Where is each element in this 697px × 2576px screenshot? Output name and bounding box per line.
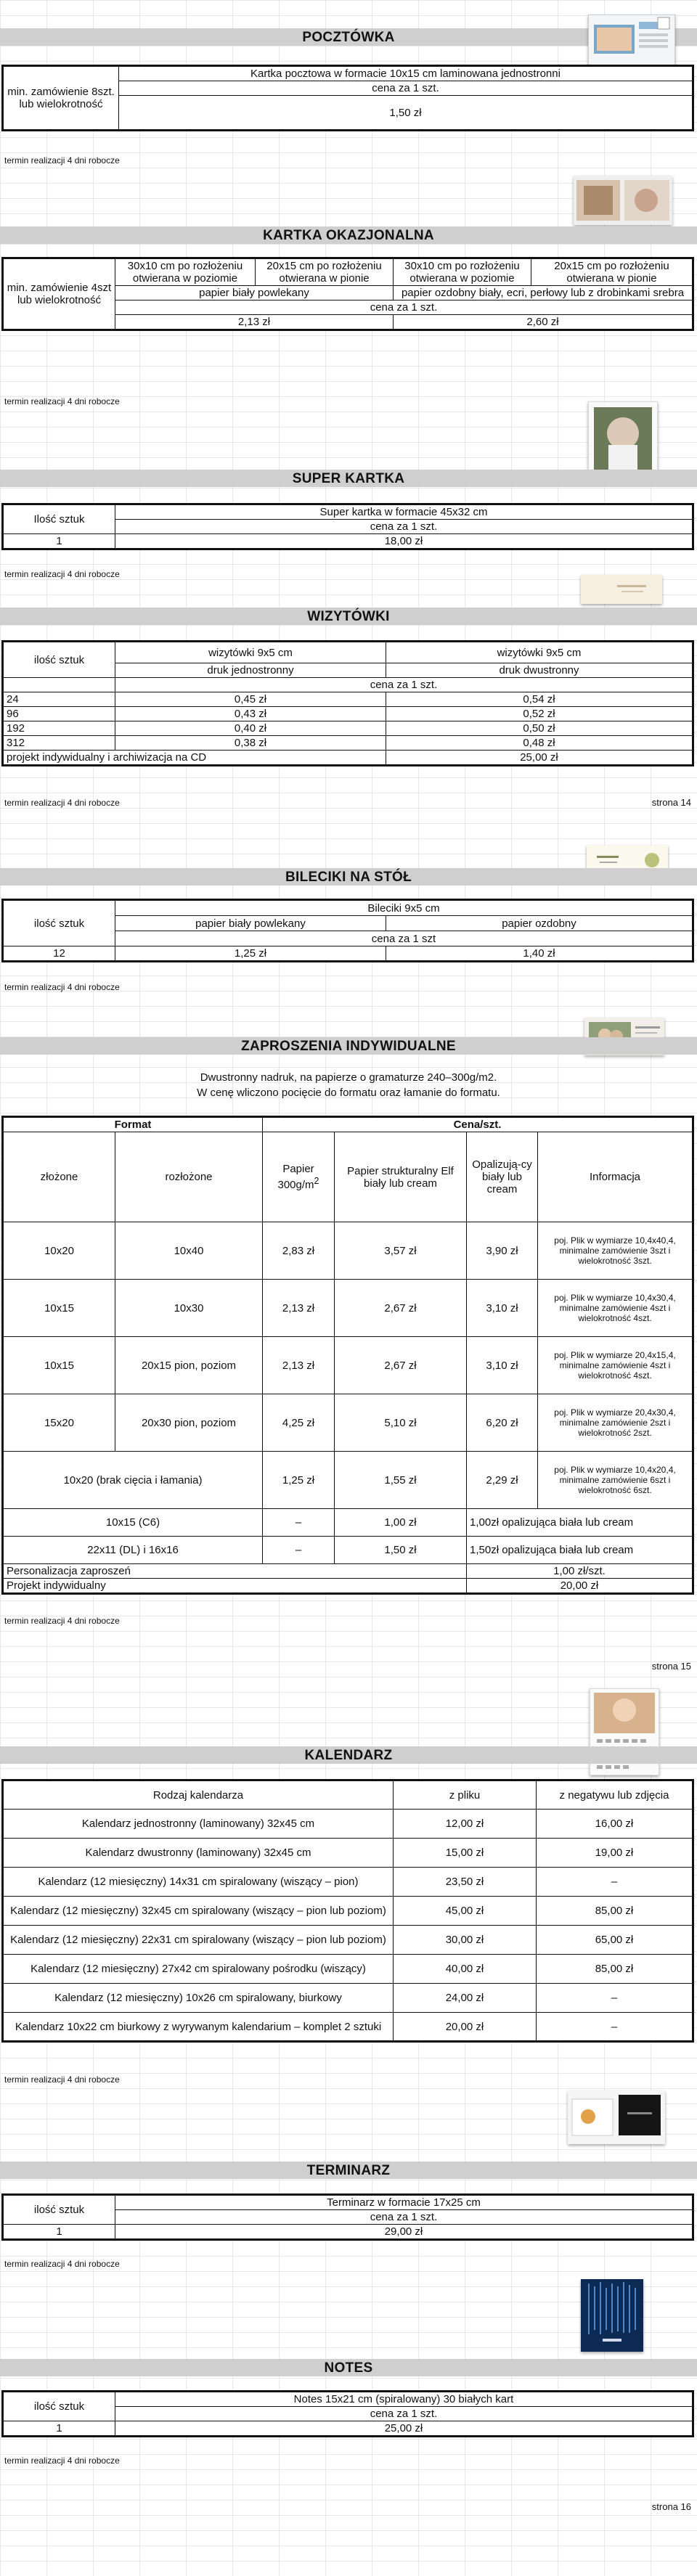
table-cards-table [1, 899, 694, 962]
price-file: 30,00 zł [394, 1926, 537, 1955]
qty-label: ilość sztuk [3, 2195, 115, 2225]
price-cell: 25,00 zł [115, 2421, 693, 2437]
price-opal: 1,50zł opalizująca biała lub cream [467, 1537, 693, 1564]
page-number: strona 14 [651, 797, 691, 808]
table-row [3, 1955, 693, 1984]
price-elf: 2,67 zł [335, 1280, 467, 1337]
info: poj. Plik w wymiarze 10,4x30,4, minimalne zamówienie 4szt i wielokrotność 4szt. [538, 1280, 693, 1337]
calendar-type: Kalendarz dwustronny (laminowany) 32x45 cm [3, 1839, 394, 1868]
table-row [3, 1897, 693, 1926]
price-b: 0,54 zł [386, 692, 693, 707]
paper-type-a: papier biały powlekany [115, 286, 394, 300]
unit-label: cena za 1 szt. [115, 2407, 693, 2421]
col-a-title: wizytówki 9x5 cm [115, 642, 386, 663]
price-negative: – [537, 2013, 693, 2042]
price-negative: 16,00 zł [537, 1810, 693, 1839]
calendar-type: Kalendarz (12 miesięczny) 32x45 cm spiralowany (wiszący – pion lub poziom) [3, 1897, 394, 1926]
price-cell: 18,00 zł [115, 534, 693, 549]
header-unfolded: rozłożone [115, 1132, 263, 1222]
unfolded: 10x30 [115, 1280, 263, 1337]
header-type: Rodzaj kalendarza [3, 1780, 394, 1810]
paper-type-b: papier ozdobny biały, ecri, perłowy lub z drobinkami srebra [394, 286, 693, 300]
price-elf: 2,67 zł [335, 1337, 467, 1394]
qty-label: Ilość sztuk [3, 504, 115, 534]
page-number: strona 16 [651, 2501, 691, 2512]
price-file: 12,00 zł [394, 1810, 537, 1839]
unfolded: 10x40 [115, 1222, 263, 1280]
lead-time-note: termin realizacji 4 dni robocze [4, 155, 120, 165]
price-b: 2,60 zł [394, 315, 693, 330]
section-title-occasional: KARTKA OKAZJONALNA [263, 228, 434, 243]
occasional-table [1, 257, 694, 331]
price-negative: – [537, 1868, 693, 1897]
price-b: 0,48 zł [386, 736, 693, 751]
invitations-table [1, 1116, 694, 1595]
price-a: 0,38 zł [115, 736, 386, 751]
business-card-thumbnail [581, 575, 662, 604]
format-3: 30x10 cm po rozłożeniu otwierana w poziomie [394, 258, 531, 286]
table-row [3, 1222, 693, 1280]
col-b-sub: druk dwustronny [386, 663, 693, 678]
lead-time-note: termin realizacji 4 dni robocze [4, 982, 120, 992]
info: poj. Plik w wymiarze 20,4x15,4, minimalne zamówienie 4szt i wielokrotność 4szt. [538, 1337, 693, 1394]
notebook-thumbnail [581, 2279, 643, 2352]
price-a: 0,45 zł [115, 692, 386, 707]
table-row [3, 1280, 693, 1337]
price-b: 0,50 zł [386, 721, 693, 736]
price-negative: 85,00 zł [537, 1955, 693, 1984]
price-b: 1,40 zł [386, 946, 693, 962]
section-title-postcard: POCZTÓWKA [302, 30, 395, 45]
calendar-type: Kalendarz 10x22 cm biurkowy z wyrywanym kalendarium – komplet 2 sztuki [3, 2013, 394, 2042]
section-title-invitations: ZAPROSZENIA INDYWIDUALNE [241, 1039, 456, 1054]
info: poj. Plik w wymiarze 10,4x20,4, minimalne zamówienie 6szt i wielokrotność 6szt. [538, 1452, 693, 1509]
header-paper-sup: 2 [314, 1176, 319, 1186]
table-row [3, 1394, 693, 1452]
section-title-calendar: KALENDARZ [304, 1748, 393, 1763]
folded: 10x20 (brak cięcia i łamania) [3, 1452, 263, 1509]
info: poj. Plik w wymiarze 20,4x30,4, minimalne zamówienie 2szt i wielokrotność 2szt. [538, 1394, 693, 1452]
personalization-label: Personalizacja zaproszeń [3, 1564, 467, 1579]
table-row [3, 1537, 693, 1564]
price-a: 0,43 zł [115, 707, 386, 721]
lead-time-note: termin realizacji 4 dni robocze [4, 2456, 120, 2466]
paper-type-b: papier ozdobny [386, 916, 693, 931]
price-elf: 1,50 zł [335, 1537, 467, 1564]
min-order-label: min. zamówienie 4szt lub wielokrotność [3, 258, 115, 330]
planner-table [1, 2193, 694, 2241]
unit-label: cena za 1 szt. [115, 520, 693, 534]
table-row [3, 1337, 693, 1394]
lead-time-note: termin realizacji 4 dni robocze [4, 798, 120, 808]
price-opal: 6,20 zł [467, 1394, 538, 1452]
table-row [3, 1984, 693, 2013]
header-folded: złożone [3, 1132, 115, 1222]
super-card-table [1, 503, 694, 550]
header-opal: Opalizują-cy biały lub cream [467, 1132, 538, 1222]
col-b-title: wizytówki 9x5 cm [386, 642, 693, 663]
qty: 96 [3, 707, 115, 721]
lead-time-note: termin realizacji 4 dni robocze [4, 2074, 120, 2085]
envelope-format: 10x15 (C6) [3, 1509, 263, 1537]
calendar-type: Kalendarz (12 miesięczny) 14x31 cm spiralowany (wiszący – pion) [3, 1868, 394, 1897]
header-info: Informacja [538, 1132, 693, 1222]
occasional-card-thumbnail [574, 176, 672, 225]
qty-value: 1 [3, 2421, 115, 2437]
table-row [3, 1810, 693, 1839]
table-row [3, 736, 693, 751]
envelope-format: 22x11 (DL) i 16x16 [3, 1537, 263, 1564]
price-negative: 19,00 zł [537, 1839, 693, 1868]
price-file: 40,00 zł [394, 1955, 537, 1984]
table-row [3, 1452, 693, 1509]
price-elf: 5,10 zł [335, 1394, 467, 1452]
page-number: strona 15 [651, 1661, 691, 1672]
super-card-thumbnail [588, 401, 658, 478]
qty-value: 12 [3, 946, 115, 962]
header-price: Cena/szt. [263, 1117, 693, 1132]
personalization-price: 1,00 zł/szt. [467, 1564, 693, 1579]
unit-label: cena za 1 szt. [119, 81, 693, 96]
price-a: 0,40 zł [115, 721, 386, 736]
folded: 10x15 [3, 1337, 115, 1394]
project-price: 20,00 zł [467, 1579, 693, 1594]
folded: 10x15 [3, 1280, 115, 1337]
notes-table [1, 2390, 694, 2437]
unfolded: 20x15 pion, poziom [115, 1337, 263, 1394]
price-a: 2,13 zł [115, 315, 394, 330]
price-paper: – [263, 1537, 335, 1564]
header-paper-label: Papier 300g/m [277, 1163, 314, 1191]
price-negative: 65,00 zł [537, 1926, 693, 1955]
table-row [3, 707, 693, 721]
price-paper: 1,25 zł [263, 1452, 335, 1509]
price-opal: 3,10 zł [467, 1280, 538, 1337]
postcard-thumbnail [588, 15, 675, 67]
qty-label: ilość sztuk [3, 900, 115, 946]
table-row [3, 1839, 693, 1868]
header-negative: z negatywu lub zdjęcia [537, 1780, 693, 1810]
unit-label: cena za 1 szt. [115, 300, 693, 315]
price-paper: – [263, 1509, 335, 1537]
calendar-type: Kalendarz (12 miesięczny) 27x42 cm spiralowany pośrodku (wiszący) [3, 1955, 394, 1984]
table-row [3, 1509, 693, 1537]
section-title-super: SUPER KARTKA [292, 471, 405, 486]
project-label: Projekt indywidualny [3, 1579, 467, 1594]
unit-label: cena za 1 szt. [115, 2210, 693, 2225]
section-title-table-cards: BILECIKI NA STÓŁ [285, 870, 412, 885]
business-cards-table [1, 640, 694, 766]
qty-value: 1 [3, 2225, 115, 2240]
format-1: 30x10 cm po rozłożeniu otwierana w poziomie [115, 258, 256, 286]
table-row [3, 692, 693, 707]
product-desc: Super kartka w formacie 45x32 cm [115, 504, 693, 520]
unfolded: 20x30 pion, poziom [115, 1394, 263, 1452]
price-file: 23,50 zł [394, 1868, 537, 1897]
qty: 192 [3, 721, 115, 736]
qty-value: 1 [3, 534, 115, 549]
invitation-intro [0, 1070, 697, 1100]
qty-label: ilość sztuk [3, 642, 115, 678]
unit-label: cena za 1 szt. [115, 678, 693, 692]
price-elf: 1,55 zł [335, 1452, 467, 1509]
qty: 24 [3, 692, 115, 707]
intro-line-2: W cenę wliczono pocięcie do formatu oraz łamanie do formatu. [197, 1087, 500, 1099]
price-paper: 2,13 zł [263, 1280, 335, 1337]
calendar-table [1, 1779, 694, 2043]
calendar-type: Kalendarz (12 miesięczny) 22x31 cm spiralowany (wiszący – pion lub poziom) [3, 1926, 394, 1955]
min-order-label: min. zamówienie 8szt. lub wielokrotność [3, 66, 119, 131]
section-title-business-cards: WIZYTÓWKI [307, 609, 390, 624]
price-elf: 3,57 zł [335, 1222, 467, 1280]
folded: 15x20 [3, 1394, 115, 1452]
lead-time-note: termin realizacji 4 dni robocze [4, 2259, 120, 2269]
intro-line-1: Dwustronny nadruk, na papierze o gramaturze 240–300g/m2. [200, 1071, 497, 1084]
project-label: projekt indywidualny i archiwizacja na CD [3, 751, 386, 766]
project-price: 25,00 zł [386, 751, 693, 766]
price-cell: 1,50 zł [119, 96, 693, 131]
col-a-sub: druk jednostronny [115, 663, 386, 678]
product-desc: Bileciki 9x5 cm [115, 900, 693, 916]
unit-label: cena za 1 szt [115, 931, 693, 946]
postcard-table [1, 65, 694, 131]
price-opal: 2,29 zł [467, 1452, 538, 1509]
product-desc: Terminarz w formacie 17x25 cm [115, 2195, 693, 2210]
table-row [3, 2013, 693, 2042]
price-cell: 29,00 zł [115, 2225, 693, 2240]
format-4: 20x15 cm po rozłożeniu otwierana w pionie [531, 258, 693, 286]
price-paper: 4,25 zł [263, 1394, 335, 1452]
price-elf: 1,00 zł [335, 1509, 467, 1537]
price-paper: 2,13 zł [263, 1337, 335, 1394]
price-negative: 85,00 zł [537, 1897, 693, 1926]
table-row [3, 721, 693, 736]
price-opal: 3,90 zł [467, 1222, 538, 1280]
format-2: 20x15 cm po rozłożeniu otwierana w pionie [256, 258, 394, 286]
calendar-type: Kalendarz (12 miesięczny) 10x26 cm spiralowany, biurkowy [3, 1984, 394, 2013]
planner-thumbnail [568, 2090, 665, 2144]
price-opal: 1,00zł opalizująca biała lub cream [467, 1509, 693, 1537]
price-negative: – [537, 1984, 693, 2013]
header-elf: Papier strukturalny Elf biały lub cream [335, 1132, 467, 1222]
qty-label: ilość sztuk [3, 2392, 115, 2421]
lead-time-note: termin realizacji 4 dni robocze [4, 569, 120, 579]
paper-type-a: papier biały powlekany [115, 916, 386, 931]
lead-time-note: termin realizacji 4 dni robocze [4, 1616, 120, 1626]
info: poj. Plik w wymiarze 10,4x40,4, minimalne zamówienie 3szt i wielokrotność 3szt. [538, 1222, 693, 1280]
price-paper: 2,83 zł [263, 1222, 335, 1280]
price-b: 0,52 zł [386, 707, 693, 721]
folded: 10x20 [3, 1222, 115, 1280]
header-format: Format [3, 1117, 263, 1132]
product-desc: Notes 15x21 cm (spiralowany) 30 białych kart [115, 2392, 693, 2407]
section-title-planner: TERMINARZ [306, 2163, 391, 2178]
header-file: z pliku [394, 1780, 537, 1810]
section-title-notes: NOTES [324, 2360, 373, 2376]
price-file: 20,00 zł [394, 2013, 537, 2042]
lead-time-note: termin realizacji 4 dni robocze [4, 396, 120, 406]
price-a: 1,25 zł [115, 946, 386, 962]
product-desc: Kartka pocztowa w formacie 10x15 cm laminowana jednostronni [119, 66, 693, 81]
table-row [3, 1868, 693, 1897]
qty: 312 [3, 736, 115, 751]
table-row [3, 1926, 693, 1955]
price-opal: 3,10 zł [467, 1337, 538, 1394]
price-file: 45,00 zł [394, 1897, 537, 1926]
price-file: 15,00 zł [394, 1839, 537, 1868]
header-paper [263, 1132, 335, 1222]
price-file: 24,00 zł [394, 1984, 537, 2013]
calendar-type: Kalendarz jednostronny (laminowany) 32x45 cm [3, 1810, 394, 1839]
